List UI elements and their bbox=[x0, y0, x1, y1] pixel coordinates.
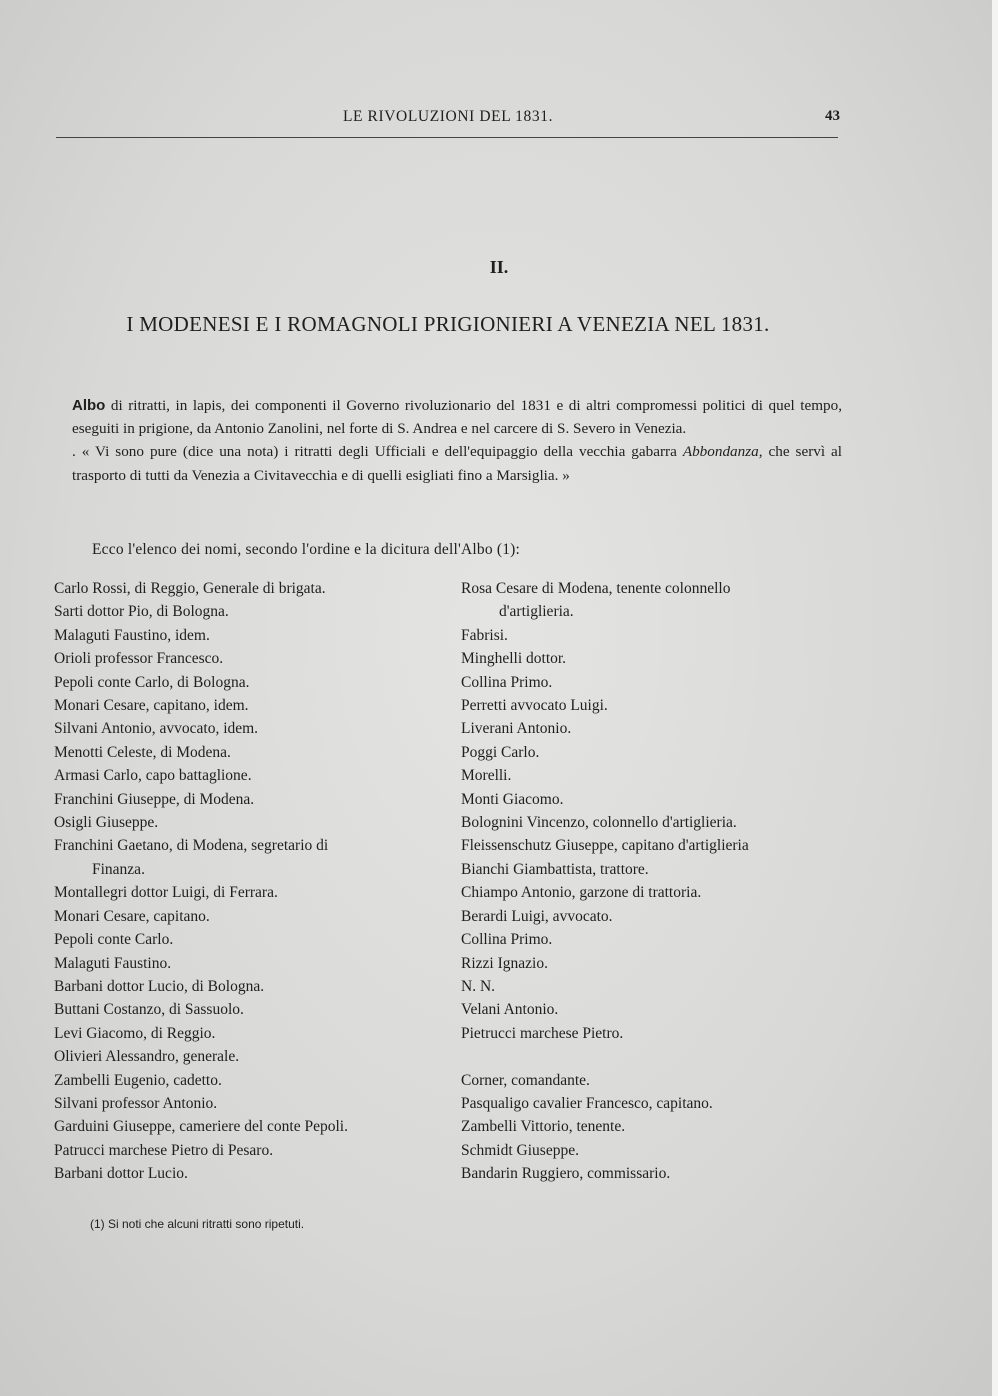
page-number: 43 bbox=[825, 108, 840, 124]
list-item: Morelli. bbox=[461, 767, 512, 785]
list-item: Barbani dottor Lucio. bbox=[54, 1165, 188, 1183]
list-item: Silvani Antonio, avvocato, idem. bbox=[54, 720, 259, 738]
list-item: Pepoli conte Carlo. bbox=[54, 931, 174, 949]
list-item: Zambelli Eugenio, cadetto. bbox=[54, 1071, 222, 1089]
list-item bbox=[461, 1045, 843, 1068]
list-item: Menotti Celeste, di Modena. bbox=[54, 743, 231, 761]
list-item: Barbani dottor Lucio, di Bologna. bbox=[54, 977, 265, 995]
list-item: Chiampo Antonio, garzone di trattoria. bbox=[461, 884, 702, 902]
list-item: Perretti avvocato Luigi. bbox=[461, 697, 608, 715]
list-intro: Ecco l'elenco dei nomi, secondo l'ordine e la dicitura dell'Albo (1): bbox=[92, 541, 521, 558]
list-item: Velani Antonio. bbox=[461, 1001, 559, 1019]
list-item: Armasi Carlo, capo battaglione. bbox=[54, 767, 252, 785]
intro-paragraph-2-start: . « Vi sono pure (dice una nota) i ritratti degli Ufficiali e dell'equipaggio della vecchia gabarra bbox=[72, 443, 683, 461]
intro-paragraph-2 bbox=[72, 440, 842, 486]
ship-name: Abbondanza, bbox=[682, 443, 763, 461]
chapter-title: I MODENESI E I ROMAGNOLI PRIGIONIERI A VENEZIA NEL 1831. bbox=[126, 312, 770, 336]
page-edge bbox=[992, 0, 998, 1396]
chapter-number: II. bbox=[489, 257, 509, 277]
list-item: Levi Giacomo, di Reggio. bbox=[54, 1024, 216, 1042]
intro-paragraph-1 bbox=[72, 394, 842, 440]
list-item: Pietrucci marchese Pietro. bbox=[461, 1024, 624, 1042]
list-item: Garduini Giuseppe, cameriere del conte Pepoli. bbox=[54, 1118, 348, 1136]
list-item: Malaguti Faustino. bbox=[54, 954, 172, 972]
list-item: Osigli Giuseppe. bbox=[54, 814, 159, 832]
intro-paragraph-1-text: di ritratti, in lapis, dei componenti il Governo rivoluzionario del 1831 e di altri compromessi politici di quel tempo, eseguiti in prigione, da Antonio Zanolini, nel forte di S. Andrea e nel carcere di S. Severo in Venezia. bbox=[72, 397, 842, 438]
list-item: Fleissenschutz Giuseppe, capitano d'artiglieria bbox=[461, 837, 749, 855]
list-item: Berardi Luigi, avvocato. bbox=[461, 907, 613, 925]
list-item: d'artiglieria. bbox=[499, 603, 574, 621]
list-item: Zambelli Vittorio, tenente. bbox=[461, 1118, 626, 1136]
header-rule bbox=[56, 137, 838, 138]
list-item: Monti Giacomo. bbox=[461, 790, 564, 808]
list-item: Montallegri dottor Luigi, di Ferrara. bbox=[54, 884, 278, 902]
list-item: Sarti dottor Pio, di Bologna. bbox=[54, 603, 229, 621]
list-item: N. N. bbox=[461, 977, 496, 995]
list-item: Pepoli conte Carlo, di Bologna. bbox=[54, 673, 250, 691]
list-item: Finanza. bbox=[92, 860, 145, 878]
running-title: LE RIVOLUZIONI DEL 1831. bbox=[342, 108, 554, 125]
names-list-right bbox=[461, 577, 843, 1186]
list-item: Franchini Giuseppe, di Modena. bbox=[54, 790, 255, 808]
list-item: Collina Primo. bbox=[461, 931, 553, 949]
list-item: Silvani professor Antonio. bbox=[54, 1094, 218, 1112]
list-item: Monari Cesare, capitano. bbox=[54, 907, 210, 925]
names-list-left bbox=[54, 577, 438, 1186]
intro-lead: Albo bbox=[72, 397, 106, 414]
list-item: Rosa Cesare di Modena, tenente colonnello bbox=[461, 580, 731, 597]
intro-paragraph-2-end: che servì al trasporto di tutti da Venezia a Civitavecchia e di quelli esigliati fino a Marsiglia. » bbox=[72, 443, 842, 484]
list-item: Franchini Gaetano, di Modena, segretario di bbox=[54, 837, 329, 855]
list-item: Buttani Costanzo, di Sassuolo. bbox=[54, 1001, 244, 1019]
list-item: Rizzi Ignazio. bbox=[461, 954, 548, 972]
list-item: Carlo Rossi, di Reggio, Generale di brigata. bbox=[54, 580, 326, 597]
list-item: Monari Cesare, capitano, idem. bbox=[54, 697, 249, 715]
list-item: Liverani Antonio. bbox=[461, 720, 572, 738]
list-item: Bandarin Ruggiero, commissario. bbox=[461, 1165, 671, 1183]
list-item: Olivieri Alessandro, generale. bbox=[54, 1048, 240, 1066]
list-item: Bianchi Giambattista, trattore. bbox=[461, 860, 649, 878]
list-item: Bolognini Vincenzo, colonnello d'artiglieria. bbox=[461, 814, 737, 832]
list-item: Orioli professor Francesco. bbox=[54, 650, 224, 668]
list-item: Schmidt Giuseppe. bbox=[461, 1141, 579, 1159]
list-item: Corner, comandante. bbox=[461, 1071, 590, 1089]
list-item: Collina Primo. bbox=[461, 673, 553, 691]
running-head bbox=[56, 108, 840, 130]
list-item: Fabrisi. bbox=[461, 626, 508, 644]
list-item: Minghelli dottor. bbox=[461, 650, 567, 668]
intro-text bbox=[72, 394, 842, 487]
footnote: (1) Si noti che alcuni ritratti sono ripetuti. bbox=[90, 1217, 305, 1231]
list-item: Malaguti Faustino, idem. bbox=[54, 626, 210, 644]
list-item: Pasqualigo cavalier Francesco, capitano. bbox=[461, 1094, 713, 1112]
list-item: Patrucci marchese Pietro di Pesaro. bbox=[54, 1141, 274, 1159]
list-item: Poggi Carlo. bbox=[461, 743, 540, 761]
